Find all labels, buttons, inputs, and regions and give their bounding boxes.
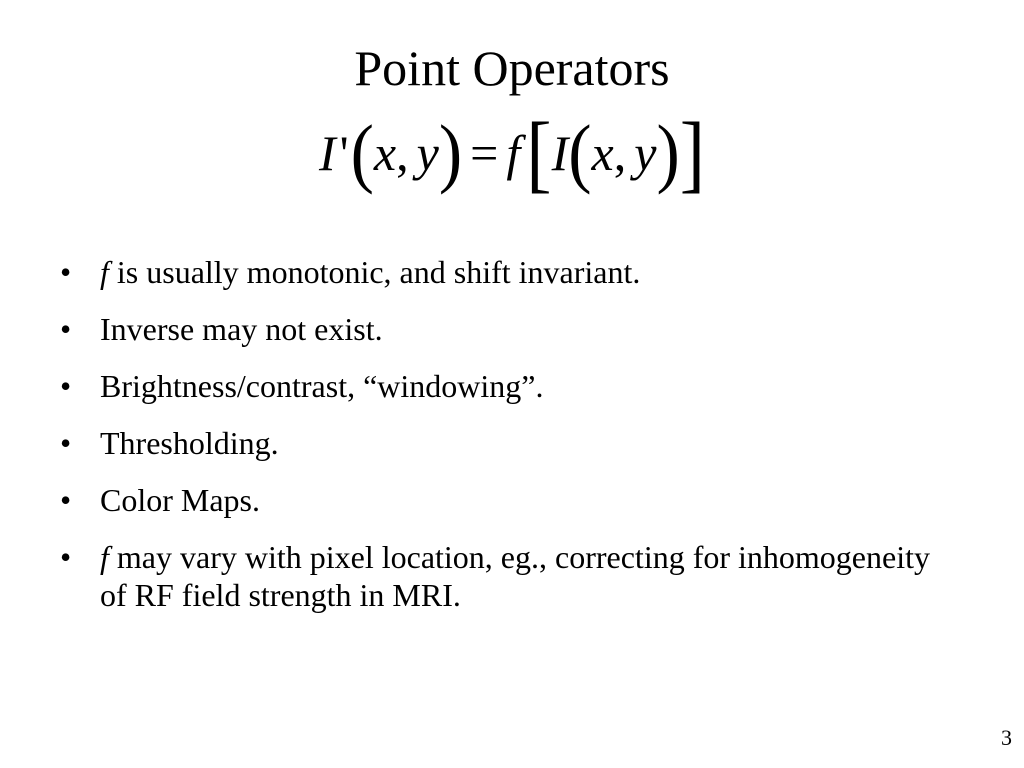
equation-left-bracket: [ bbox=[526, 104, 552, 202]
equation-input-image-symbol: I bbox=[551, 125, 569, 181]
slide-title: Point Operators bbox=[354, 40, 670, 96]
bullet-item bbox=[58, 310, 958, 348]
bullet-text: may vary with pixel location, eg., correcting for inhomogeneity of RF field strength in MRI. bbox=[100, 539, 930, 613]
equation-function-f: f bbox=[506, 125, 521, 181]
equation-inner-y: y bbox=[634, 125, 657, 181]
equation-right-bracket: ] bbox=[679, 104, 706, 202]
equation-inner-left-paren: ( bbox=[568, 111, 592, 196]
equation-inner-comma: , bbox=[613, 125, 627, 181]
bullet-text: Thresholding. bbox=[100, 425, 279, 461]
page-number: 3 bbox=[1001, 725, 1012, 750]
bullet-list bbox=[58, 253, 958, 633]
equation-equals: = bbox=[470, 125, 499, 181]
equation-left-paren: ( bbox=[350, 111, 374, 196]
bullet-text: Inverse may not exist. bbox=[100, 311, 383, 347]
bullet-item bbox=[58, 538, 958, 614]
bullet-text: Color Maps. bbox=[100, 482, 260, 518]
bullet-f-symbol: f bbox=[100, 539, 109, 575]
bullet-item bbox=[58, 253, 958, 291]
equation-prime: ' bbox=[339, 125, 349, 181]
point-operator-equation bbox=[0, 104, 1024, 202]
bullet-item bbox=[58, 481, 958, 519]
bullet-text: Brightness/contrast, “windowing”. bbox=[100, 368, 544, 404]
equation-right-paren: ) bbox=[438, 111, 463, 196]
equation-output-image-symbol: I bbox=[318, 125, 336, 181]
bullet-item bbox=[58, 367, 958, 405]
equation-x: x bbox=[373, 125, 397, 181]
equation-inner-right-paren: ) bbox=[656, 111, 680, 196]
equation-inner-x: x bbox=[591, 125, 614, 181]
equation-y: y bbox=[416, 125, 439, 181]
bullet-f-symbol: f bbox=[100, 254, 109, 290]
bullet-item bbox=[58, 424, 958, 462]
equation-comma: , bbox=[396, 125, 409, 181]
bullet-text: is usually monotonic, and shift invariant. bbox=[108, 254, 641, 290]
